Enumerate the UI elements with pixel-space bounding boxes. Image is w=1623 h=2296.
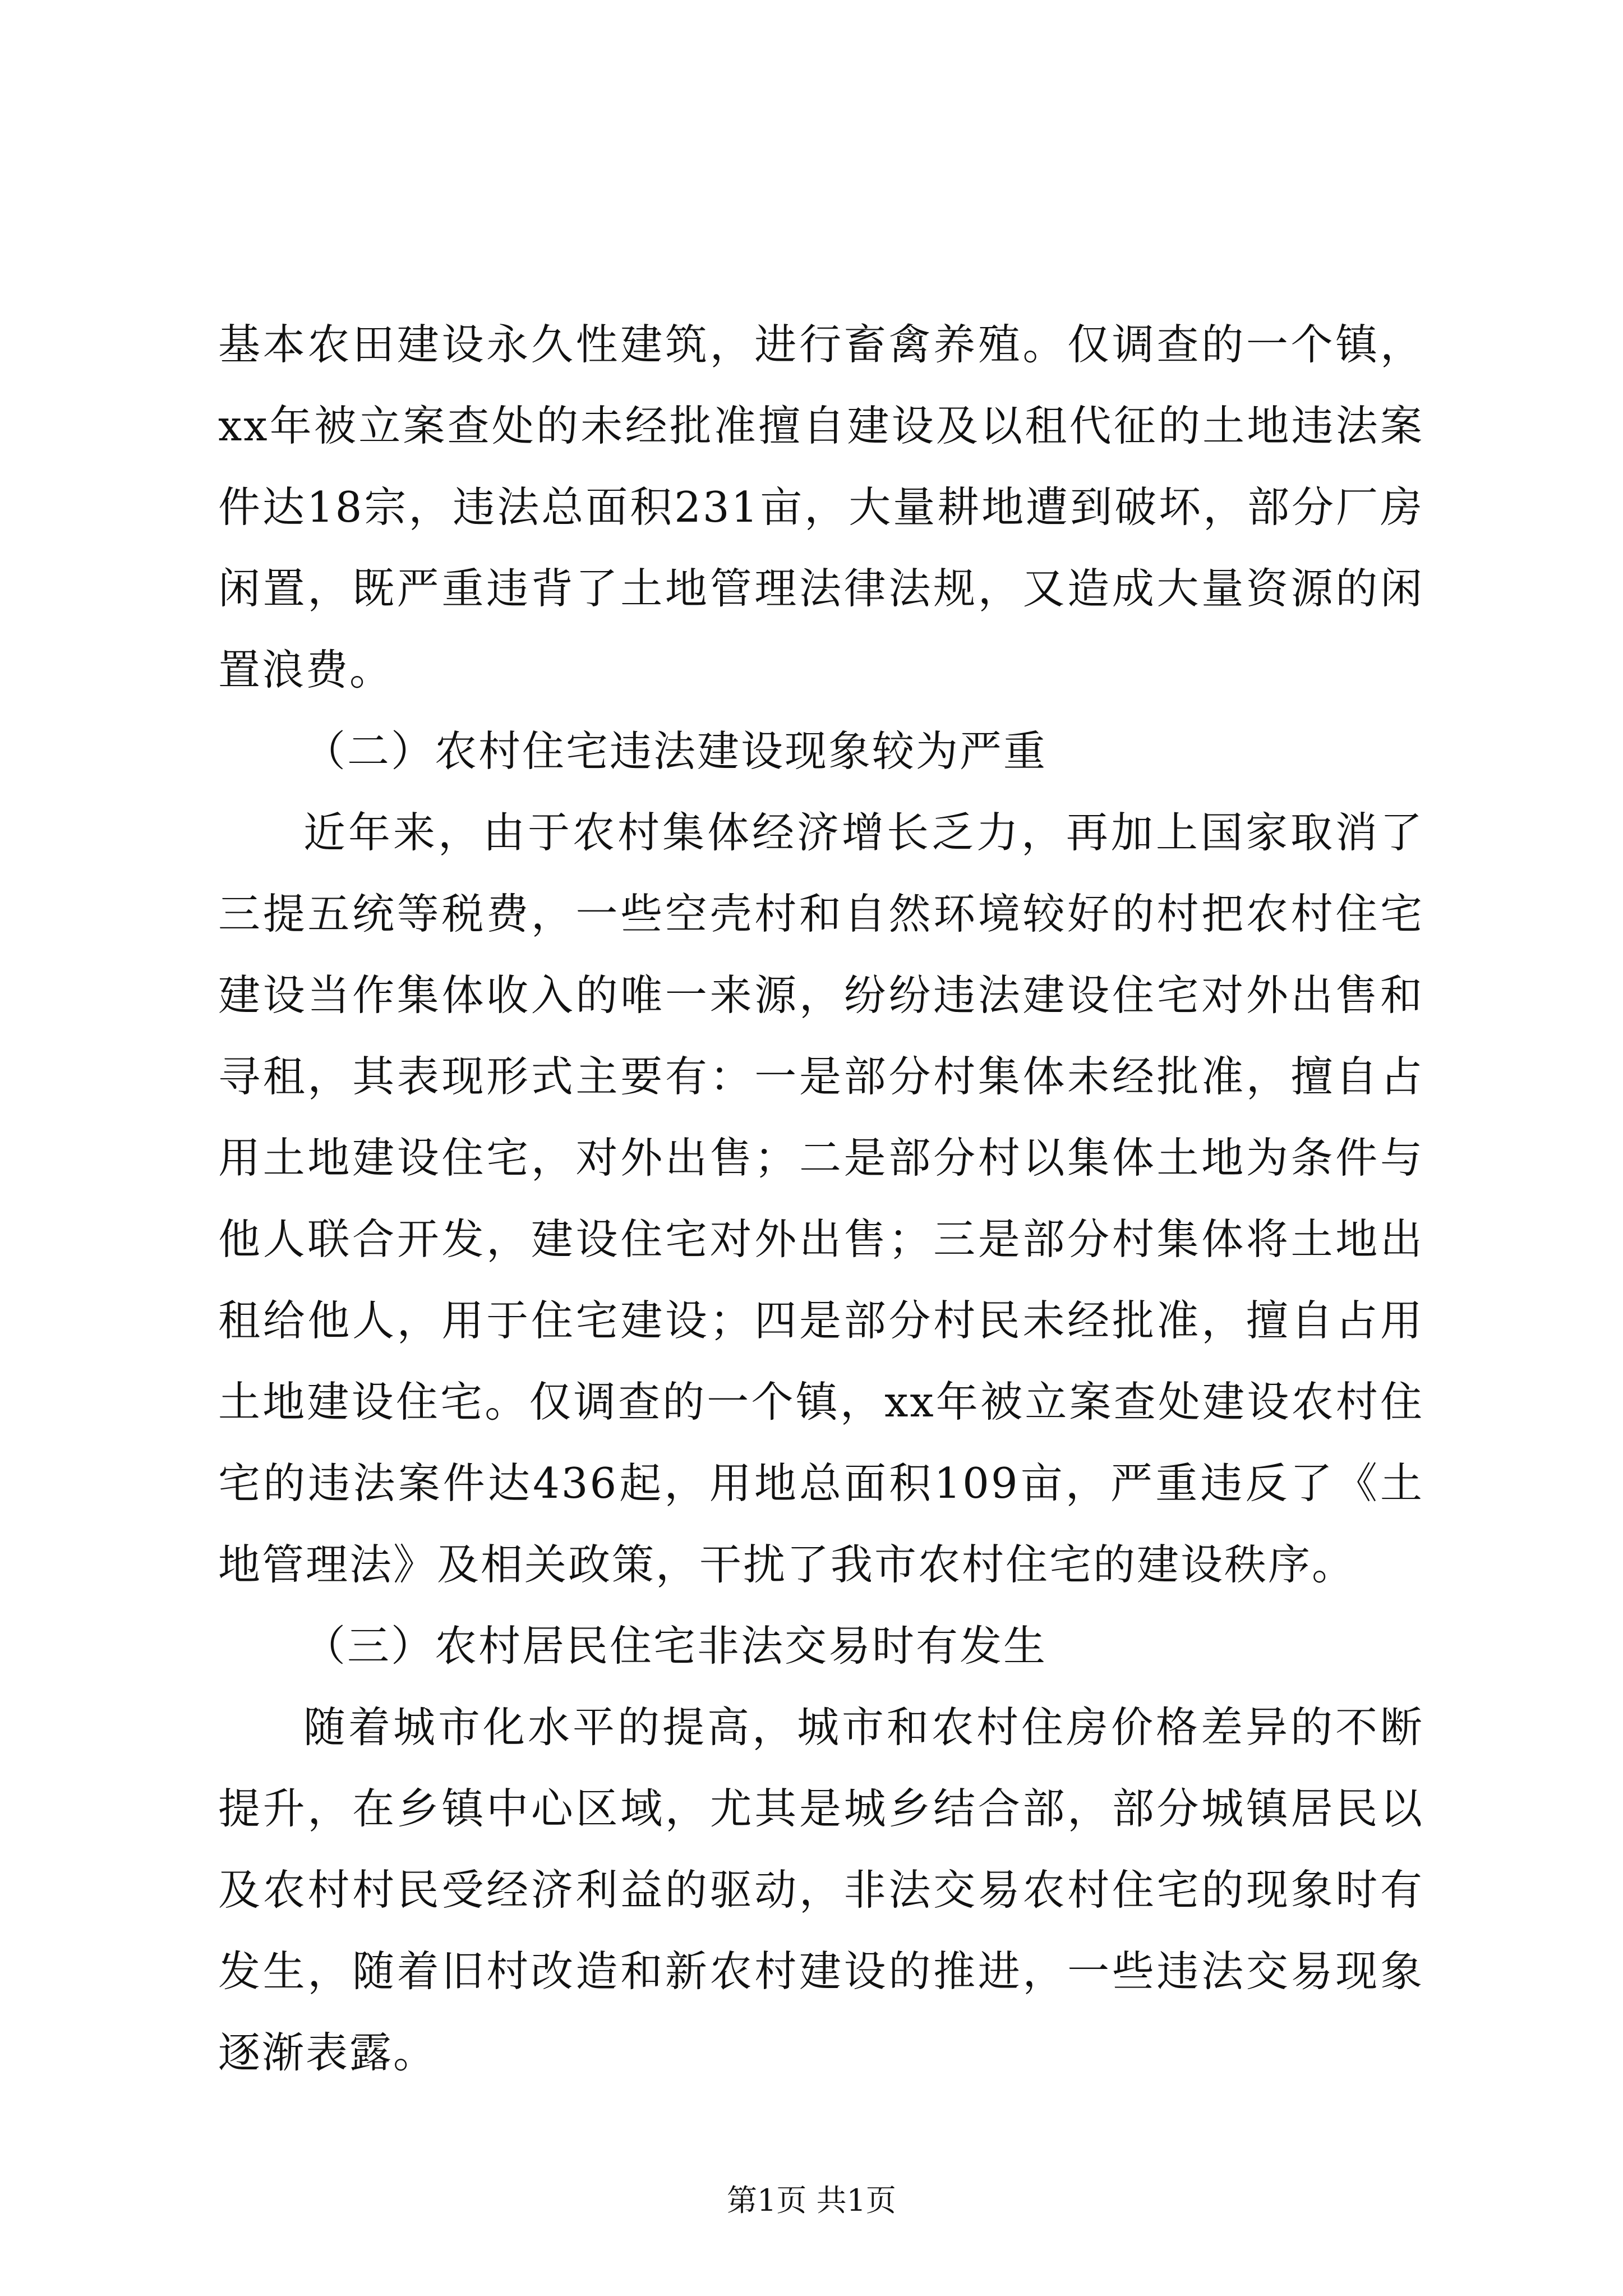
paragraph-3: 随着城市化水平的提高，城市和农村住房价格差异的不断提升，在乡镇中心区域，尤其是城乡结合部，部分城镇居民以及农村村民受经济利益的驱动，非法交易农村住宅的现象时有发生，随着旧村改造和新农村建设的推进，一些违法交易现象逐渐表露。: [218, 1703, 1424, 2077]
page-number-label: 第1页 共1页: [727, 2183, 896, 2218]
section-heading-2: （二）农村住宅违法建设现象较为严重: [303, 726, 1048, 776]
paragraph-2: 近年来，由于农村集体经济增长乏力，再加上国家取消了三提五统等税费，一些空壳村和自然环境较好的村把农村住宅建设当作集体收入的唯一来源，纷纷违法建设住宅对外出售和寻租，其表现形式主要有：一是部分村集体未经批准，擅自占用土地建设住宅，对外出售；二是部分村以集体土地为条件与他人联合开发，建设住宅对外出售；三是部分村集体将土地出租给他人，用于住宅建设；四是部分村民未经批准，擅自占用土地建设住宅。仅调查的一个镇，xx年被立案查处建设农村住宅的违法案件达436起，用地总面积109亩，严重违反了《土地管理法》及相关政策，干扰了我市农村住宅的建设秩序。: [218, 808, 1424, 1589]
paragraph-1: 基本农田建设永久性建筑，进行畜禽养殖。仅调查的一个镇，xx年被立案查处的未经批准擅自建设及以租代征的土地违法案件达18宗，违法总面积231亩，大量耕地遭到破坏，部分厂房闲置，既严重违背了土地管理法律法规，又造成大量资源的闲置浪费。: [218, 320, 1424, 694]
document-body: [218, 304, 1424, 2093]
page-footer: [0, 2181, 1623, 2220]
section-heading-3: （三）农村居民住宅非法交易时有发生: [303, 1621, 1048, 1671]
